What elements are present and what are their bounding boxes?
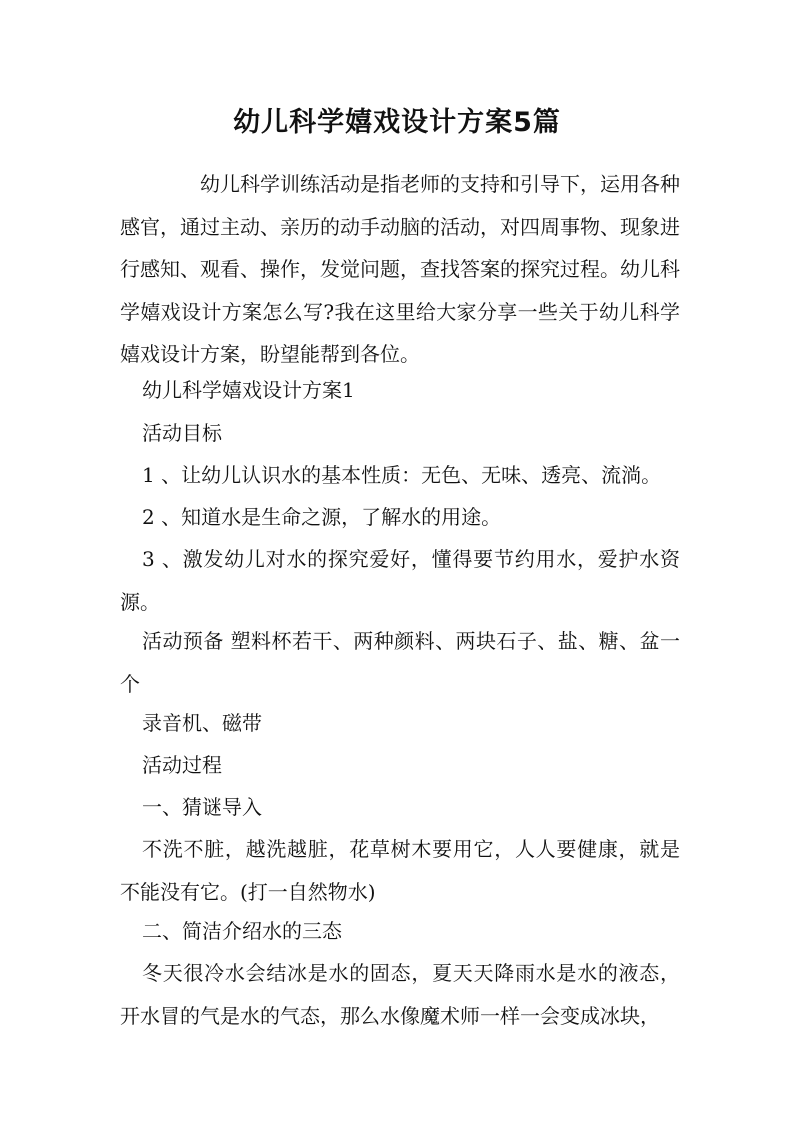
goal-item-3: 3 、激发幼儿对水的探究爱好，懂得要节约用水，爱护水资源。 bbox=[120, 547, 680, 614]
process-heading: 活动过程 bbox=[142, 753, 222, 777]
prep-paragraph: 活动预备 塑料杯若干、两种颜料、两块石子、盐、糖、盆一个 bbox=[120, 629, 680, 696]
document-title: 幼儿科学嬉戏设计方案5篇 bbox=[233, 107, 561, 138]
water-states-paragraph: 冬天很冷水会结冰是水的固态，夏天天降雨水是水的液态，开水冒的气是水的气态，那么水像魔术师一样一会变成冰块， bbox=[120, 961, 680, 1028]
goal-item-1: 1 、让幼儿认识水的基本性质：无色、无味、透亮、流淌。 bbox=[142, 463, 662, 487]
intro-paragraph: 幼儿科学训练活动是指老师的支持和引导下，运用各种感官，通过主动、亲历的动手动脑的活动，对四周事物、现象进行感知、观看、操作，发觉问题，查找答案的探究过程。幼儿科学嬉戏设计方案怎么写?我在这里给大家分享一些关于幼儿科学嬉戏设计方案，盼望能帮到各位。 bbox=[120, 172, 680, 366]
riddle-paragraph: 不洗不脏，越洗越脏，花草树木要用它，人人要健康，就是不能没有它。(打一自然物水) bbox=[120, 837, 680, 904]
goal-item-2: 2 、知道水是生命之源，了解水的用途。 bbox=[142, 505, 502, 529]
prep-materials: 录音机、磁带 bbox=[142, 711, 262, 735]
step-2-heading: 二、简洁介绍水的三态 bbox=[142, 919, 342, 943]
plan-heading: 幼儿科学嬉戏设计方案1 bbox=[142, 378, 355, 402]
step-1-heading: 一、猜谜导入 bbox=[142, 795, 262, 819]
goal-heading: 活动目标 bbox=[142, 421, 222, 445]
